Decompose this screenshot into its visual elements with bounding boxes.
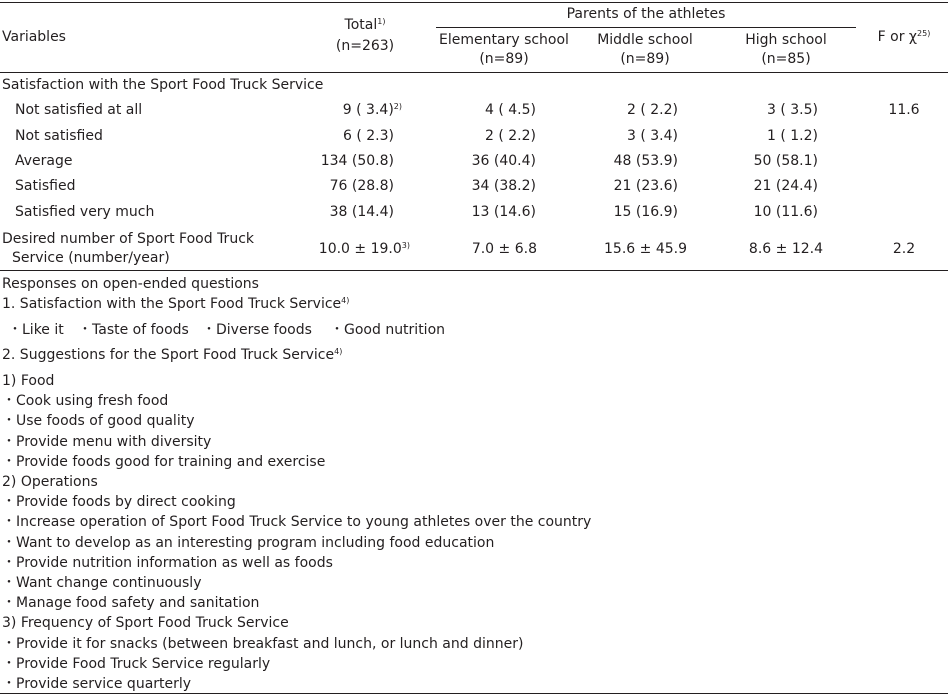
satisfaction-total-cell: 38 (14.4) [329,204,394,220]
desired-middle: 15.6 ± 45.9 [604,241,687,257]
satisfaction-stat-cell: 11.6 [888,102,920,118]
open-ended-q1: 1. Satisfaction with the Sport Food Truck Service$^{4)}$ [2,296,350,312]
satisfaction-total-cell: 134 (50.8) [320,153,394,169]
suggestion-line: ・Provide nutrition information as well as foods [2,555,333,571]
suggestion-line: ・Want change continuously [2,575,202,591]
satisfaction-row-label: Average [15,153,73,169]
open-ended-title: Responses on open-ended questions [2,276,259,292]
satisfaction-middle-cell: 48 (53.9) [613,153,678,169]
suggestion-line: ・Provide menu with diversity [2,434,212,450]
header-variables: Variables [2,29,66,45]
suggestion-line: 1) Food [2,373,55,389]
suggestion-line: ・Manage food safety and sanitation [2,595,260,611]
satisfaction-total-cell: 6 ( 2.3) [343,128,394,144]
suggestion-line: 3) Frequency of Sport Food Truck Service [2,615,289,631]
satisfaction-total-cell: 9 ( 3.4)$^{2)}$ [342,102,402,118]
q1-item-nutrition: ・Good nutrition [330,322,446,338]
satisfaction-middle-cell: 21 (23.6) [613,178,678,194]
header-middle-n: (n=89) [620,51,670,67]
suggestion-line: ・Provide foods good for training and exercise [2,454,326,470]
satisfaction-high-cell: 1 ( 1.2) [767,128,818,144]
satisfaction-row-label: Satisfied very much [15,204,155,220]
header-parents-group: Parents of the athletes [566,6,726,22]
satisfaction-high-cell: 21 (24.4) [753,178,818,194]
suggestion-line: ・Provide it for snacks (between breakfast and lunch, or lunch and dinner) [2,636,524,652]
suggestion-line: ・Provide Food Truck Service regularly [2,656,271,672]
desired-elementary: 7.0 ± 6.8 [471,241,537,257]
satisfaction-elementary-cell: 4 ( 4.5) [485,102,536,118]
header-total: Total$^{1)}$ [344,17,386,33]
open-ended-q2: 2. Suggestions for the Sport Food Truck Service$^{4)}$ [2,347,343,363]
group-header-rule [436,27,856,28]
desired-label-line1: Desired number of Sport Food Truck [2,231,254,247]
satisfaction-middle-cell: 3 ( 3.4) [627,128,678,144]
table-bottom-rule [0,270,948,271]
suggestion-line: ・Provide foods by direct cooking [2,494,236,510]
suggestion-line: ・Want to develop as an interesting program including food education [2,535,495,551]
satisfaction-high-cell: 3 ( 3.5) [767,102,818,118]
desired-total: $10.0 \pm 19.0^{3)}$ [318,241,410,257]
satisfaction-total-cell: 76 (28.8) [329,178,394,194]
top-rule [0,2,948,3]
bottom-rule [0,693,948,694]
satisfaction-title: Satisfaction with the Sport Food Truck Service [2,77,324,93]
header-bottom-rule [0,72,948,73]
desired-high: 8.6 ± 12.4 [748,241,823,257]
satisfaction-row-label: Satisfied [15,178,76,194]
suggestion-line: ・Increase operation of Sport Food Truck Service to young athletes over the country [2,514,592,530]
header-high-n: (n=85) [761,51,811,67]
header-high: High school [745,32,827,48]
desired-stat: 2.2 [892,241,916,257]
suggestion-line: ・Use foods of good quality [2,413,195,429]
header-statistic: F or $\chi^{25)}$ [877,29,931,45]
suggestion-line: ・Provide service quarterly [2,676,192,692]
q1-item-like-it: ・Like it [8,322,64,338]
satisfaction-elementary-cell: 36 (40.4) [471,153,536,169]
suggestion-line: 2) Operations [2,474,98,490]
satisfaction-middle-cell: 15 (16.9) [613,204,678,220]
satisfaction-row-label: Not satisfied at all [15,102,143,118]
satisfaction-row-label: Not satisfied [15,128,103,144]
satisfaction-elementary-cell: 34 (38.2) [471,178,536,194]
suggestion-line: ・Cook using fresh food [2,393,169,409]
satisfaction-high-cell: 10 (11.6) [753,204,818,220]
satisfaction-elementary-cell: 2 ( 2.2) [485,128,536,144]
header-elementary: Elementary school [439,32,569,48]
satisfaction-middle-cell: 2 ( 2.2) [627,102,678,118]
satisfaction-high-cell: 50 (58.1) [753,153,818,169]
header-total-n: (n=263) [335,38,395,54]
desired-label-line2: Service (number/year) [12,250,170,266]
header-elementary-n: (n=89) [479,51,529,67]
header-middle: Middle school [597,32,693,48]
q1-item-diverse: ・Diverse foods [202,322,312,338]
satisfaction-elementary-cell: 13 (14.6) [471,204,536,220]
q1-item-taste: ・Taste of foods [78,322,189,338]
